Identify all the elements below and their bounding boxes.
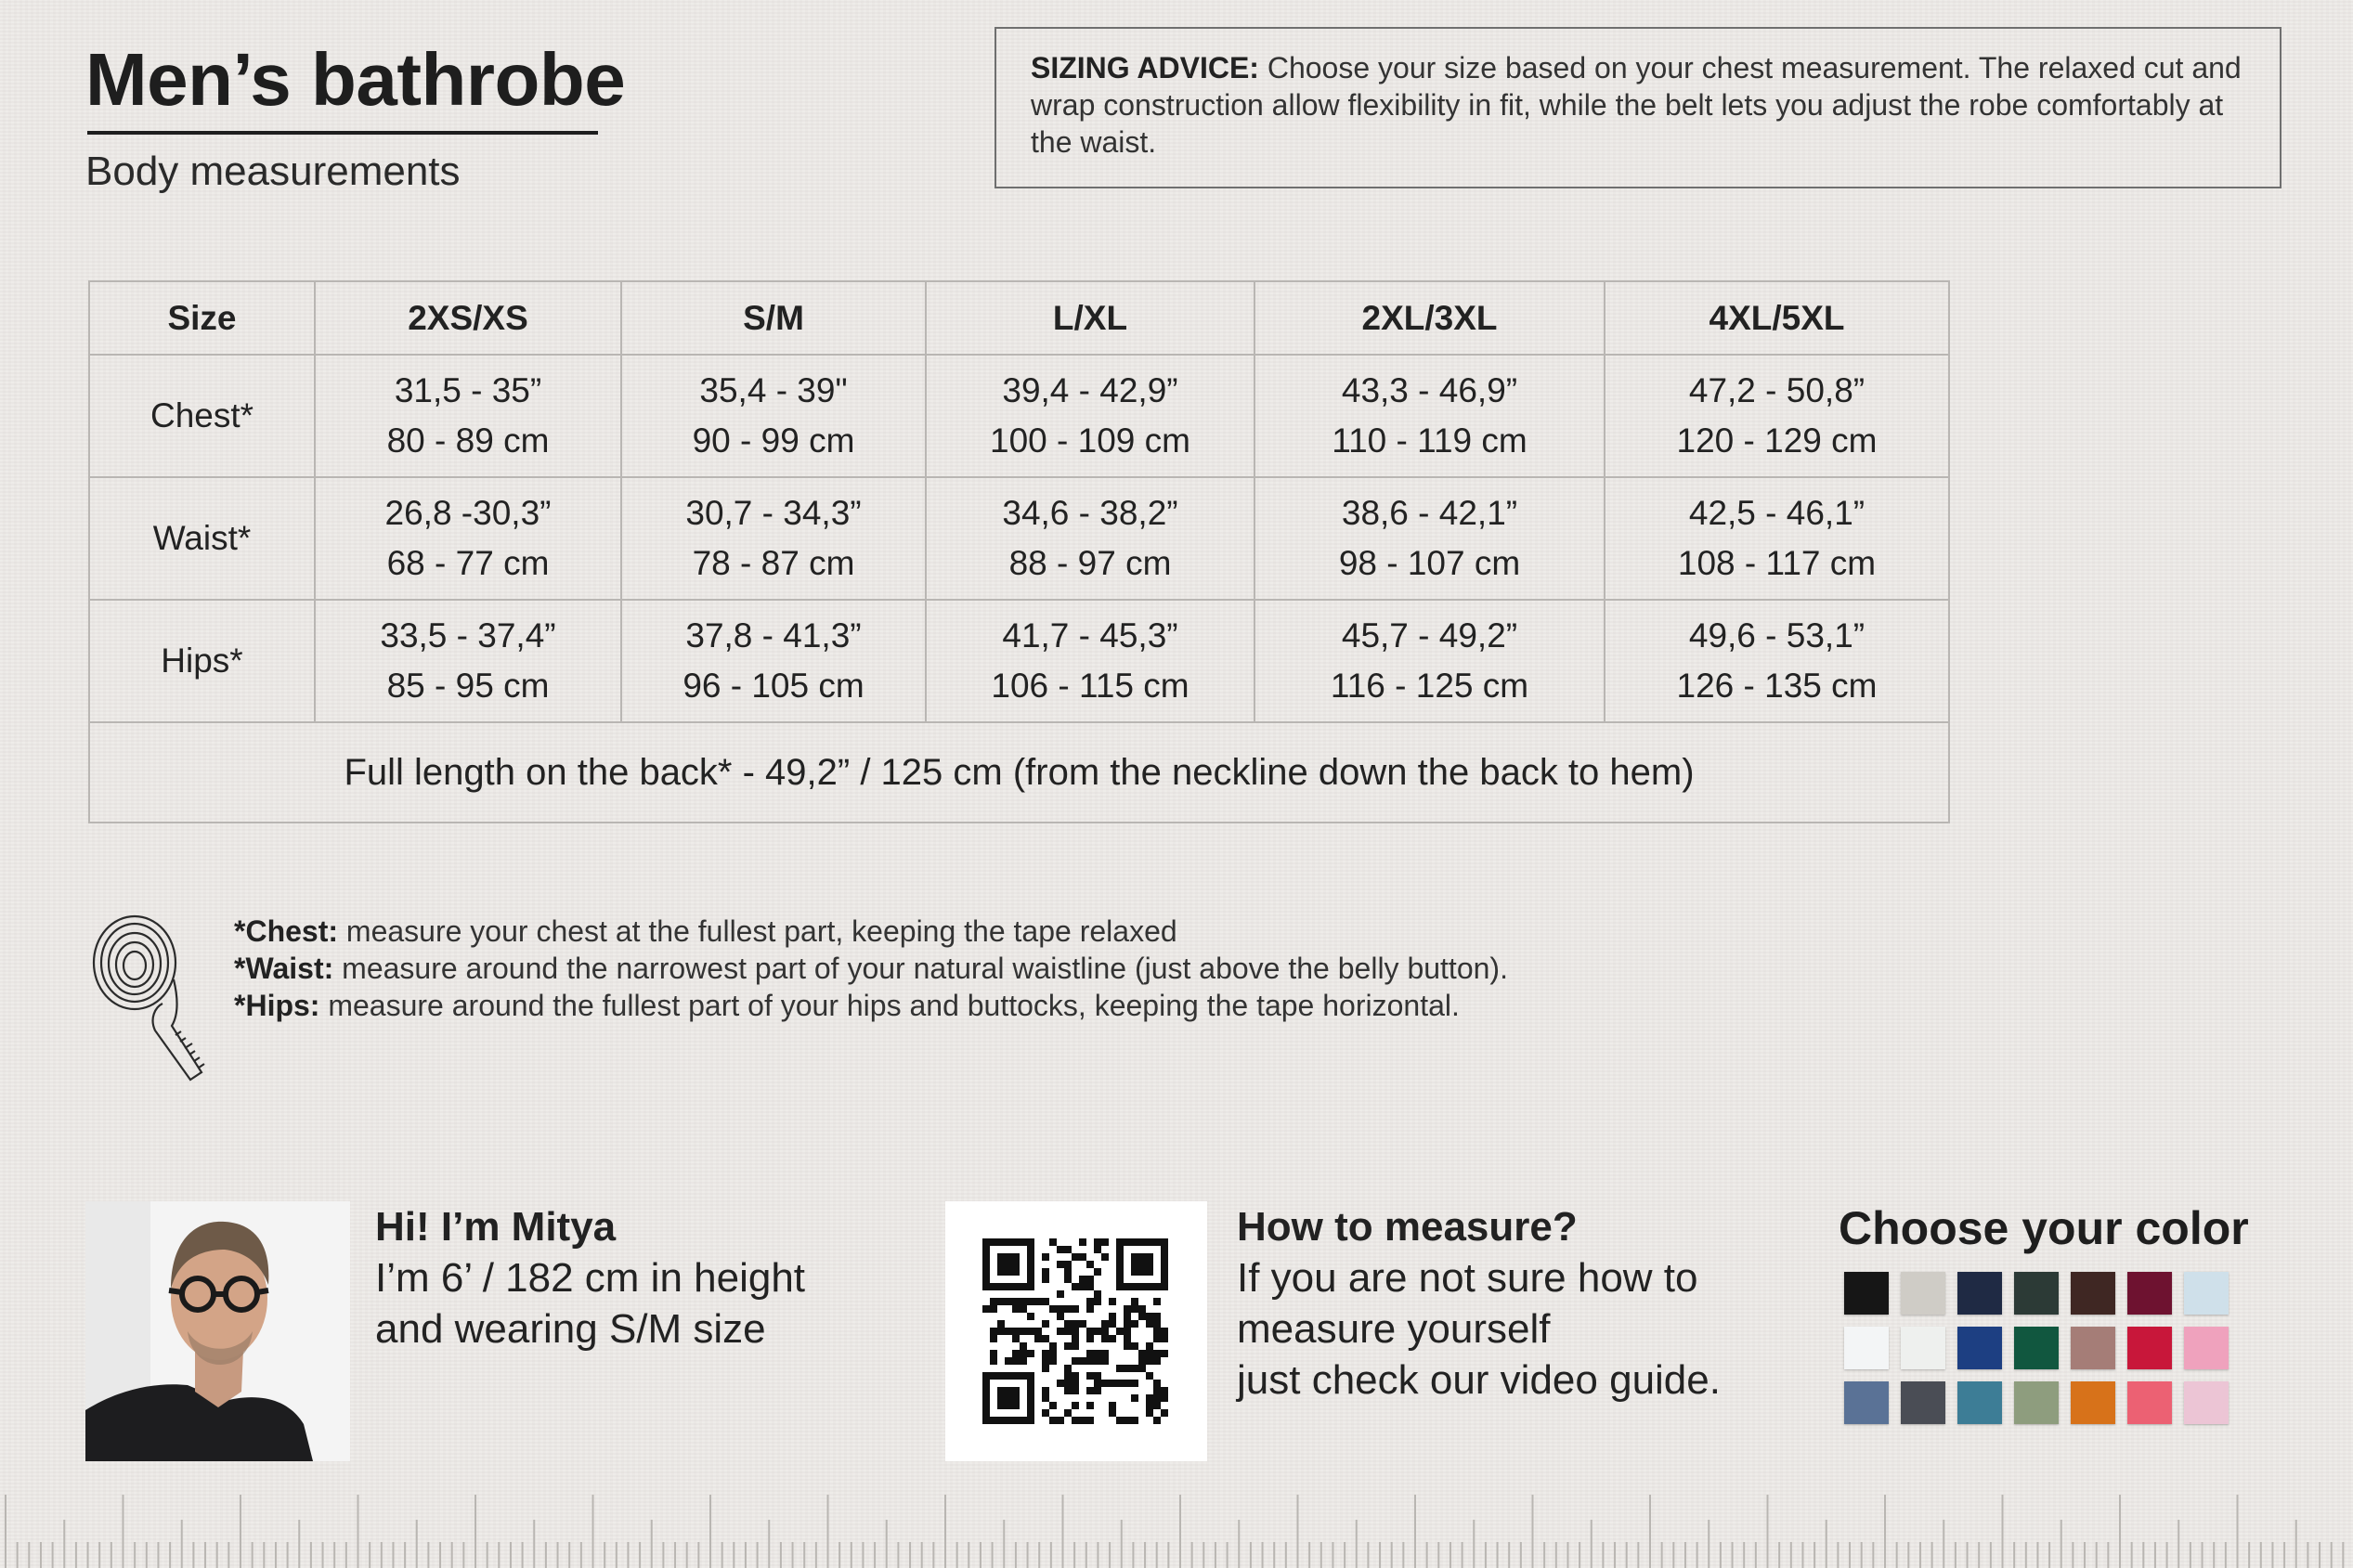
model-info [375,1201,805,1354]
note-chest-label: *Chest: [234,914,339,948]
table-cell [1605,355,1949,477]
color-swatch[interactable] [2014,1327,2059,1369]
measurement-inches: 47,2 - 50,8” [1688,371,1866,409]
table-row [89,600,1949,722]
note-hips-label: *Hips: [234,989,320,1022]
color-swatch[interactable] [2071,1381,2115,1424]
page-subtitle: Body measurements [85,149,461,194]
measurement-inches: 26,8 -30,3” [384,494,552,532]
header-size: Size [89,281,315,355]
table-cell [315,355,621,477]
color-swatch[interactable] [2184,1327,2229,1369]
measurement-inches: 43,3 - 46,9” [1341,371,1518,409]
measurement-cm: 80 - 89 cm [386,421,550,460]
measurement-cm: 116 - 125 cm [1330,667,1529,705]
table-cell [926,600,1254,722]
measurement-cm: 85 - 95 cm [386,667,550,705]
measurement-cm: 98 - 107 cm [1338,544,1521,582]
sizing-advice-text: Choose your size based on your chest measurement. The relaxed cut and wrap construction allow flexibility in fit, while the belt lets you adjust the robe comfortably at the waist. [1031,51,2242,159]
title-underline [87,131,598,135]
table-cell [621,600,926,722]
how-to-measure-title: How to measure? [1237,1204,1578,1250]
measurement-cm: 88 - 97 cm [1008,544,1172,582]
model-size: and wearing S/M size [375,1306,766,1352]
sizing-advice-label: SIZING ADVICE: [1031,51,1259,84]
row-label: Hips* [89,600,315,722]
color-swatch[interactable] [2071,1327,2115,1369]
color-swatch[interactable] [1957,1381,2002,1424]
color-swatch[interactable] [1957,1327,2002,1369]
table-cell [315,600,621,722]
measurement-cm: 108 - 117 cm [1677,544,1877,582]
table-cell [1254,477,1605,600]
color-swatch[interactable] [1844,1327,1889,1369]
table-cell [1254,600,1605,722]
table-header-row [89,281,1949,355]
color-swatch[interactable] [2014,1272,2059,1315]
ruler-decoration [0,1495,2353,1568]
table-row [89,355,1949,477]
color-swatch[interactable] [2071,1272,2115,1315]
full-length-row [89,722,1949,823]
note-hips-text: measure around the fullest part of your hips and buttocks, keeping the tape horizontal. [319,989,1460,1022]
measurement-cm: 90 - 99 cm [692,421,855,460]
color-swatch[interactable] [2014,1381,2059,1424]
measurement-inches: 34,6 - 38,2” [1002,494,1178,532]
table-cell [621,477,926,600]
measurement-inches: 33,5 - 37,4” [380,616,556,654]
page-title: Men’s bathrobe [85,38,626,121]
color-swatch[interactable] [2184,1272,2229,1315]
color-swatch[interactable] [2127,1327,2172,1369]
measurement-cm: 78 - 87 cm [692,544,855,582]
measurement-notes [234,913,1508,1024]
measurement-cm: 110 - 119 cm [1332,421,1528,460]
table-cell [926,477,1254,600]
color-swatch[interactable] [1901,1381,1945,1424]
color-section-title: Choose your color [1839,1202,2249,1254]
measurement-cm: 100 - 109 cm [990,421,1190,460]
qr-code[interactable] [945,1201,1207,1461]
color-swatch[interactable] [1901,1272,1945,1315]
header-4xl-5xl: 4XL/5XL [1605,281,1949,355]
how-to-measure-line2: measure yourself [1237,1306,1551,1352]
note-chest-text: measure your chest at the fullest part, keeping the tape relaxed [338,914,1177,948]
measurement-inches: 38,6 - 42,1” [1341,494,1518,532]
table-cell [315,477,621,600]
measurement-cm: 96 - 105 cm [682,667,864,705]
row-label: Chest* [89,355,315,477]
measurement-inches: 31,5 - 35” [394,371,542,409]
measuring-tape-icon [90,914,207,1083]
measurement-inches: 39,4 - 42,9” [1002,371,1178,409]
color-swatch[interactable] [2127,1272,2172,1315]
header-2xs-xs: 2XS/XS [315,281,621,355]
row-label: Waist* [89,477,315,600]
note-waist-text: measure around the narrowest part of your natural waistline (just above the belly button). [333,952,1508,985]
measurement-cm: 120 - 129 cm [1676,421,1878,460]
how-to-measure [1237,1201,1721,1406]
note-waist [234,950,1508,987]
full-length-note: Full length on the back* - 49,2” / 125 cm (from the neckline down the back to hem) [89,722,1949,823]
measurement-cm: 126 - 135 cm [1676,667,1878,705]
table-cell [926,355,1254,477]
color-swatch[interactable] [1844,1381,1889,1424]
color-swatch[interactable] [1957,1272,2002,1315]
note-waist-label: *Waist: [234,952,334,985]
how-to-measure-line1: If you are not sure how to [1237,1255,1698,1301]
sizing-advice-box [994,27,2282,188]
color-swatch-grid [1844,1272,2234,1424]
how-to-measure-line3: just check our video guide. [1237,1357,1721,1403]
measurement-inches: 37,8 - 41,3” [685,616,862,654]
model-height: I’m 6’ / 182 cm in height [375,1255,806,1301]
measurement-inches: 30,7 - 34,3” [685,494,862,532]
table-cell [1254,355,1605,477]
measurement-inches: 42,5 - 46,1” [1688,494,1866,532]
header-s-m: S/M [621,281,926,355]
note-hips [234,987,1508,1024]
model-photo [85,1201,350,1461]
measurement-inches: 35,4 - 39" [699,371,848,409]
table-cell [621,355,926,477]
model-greeting: Hi! I’m Mitya [375,1204,617,1250]
color-swatch[interactable] [1844,1272,1889,1315]
size-chart-table [88,280,1950,823]
measurement-cm: 68 - 77 cm [386,544,550,582]
measurement-inches: 41,7 - 45,3” [1002,616,1178,654]
color-swatch[interactable] [2184,1381,2229,1424]
measurement-inches: 49,6 - 53,1” [1688,616,1866,654]
table-cell [1605,477,1949,600]
measurement-inches: 45,7 - 49,2” [1341,616,1518,654]
color-swatch[interactable] [1901,1327,1945,1369]
header-l-xl: L/XL [926,281,1254,355]
header-2xl-3xl: 2XL/3XL [1254,281,1605,355]
table-row [89,477,1949,600]
measurement-cm: 106 - 115 cm [991,667,1190,705]
note-chest [234,913,1508,950]
table-cell [1605,600,1949,722]
color-swatch[interactable] [2127,1381,2172,1424]
